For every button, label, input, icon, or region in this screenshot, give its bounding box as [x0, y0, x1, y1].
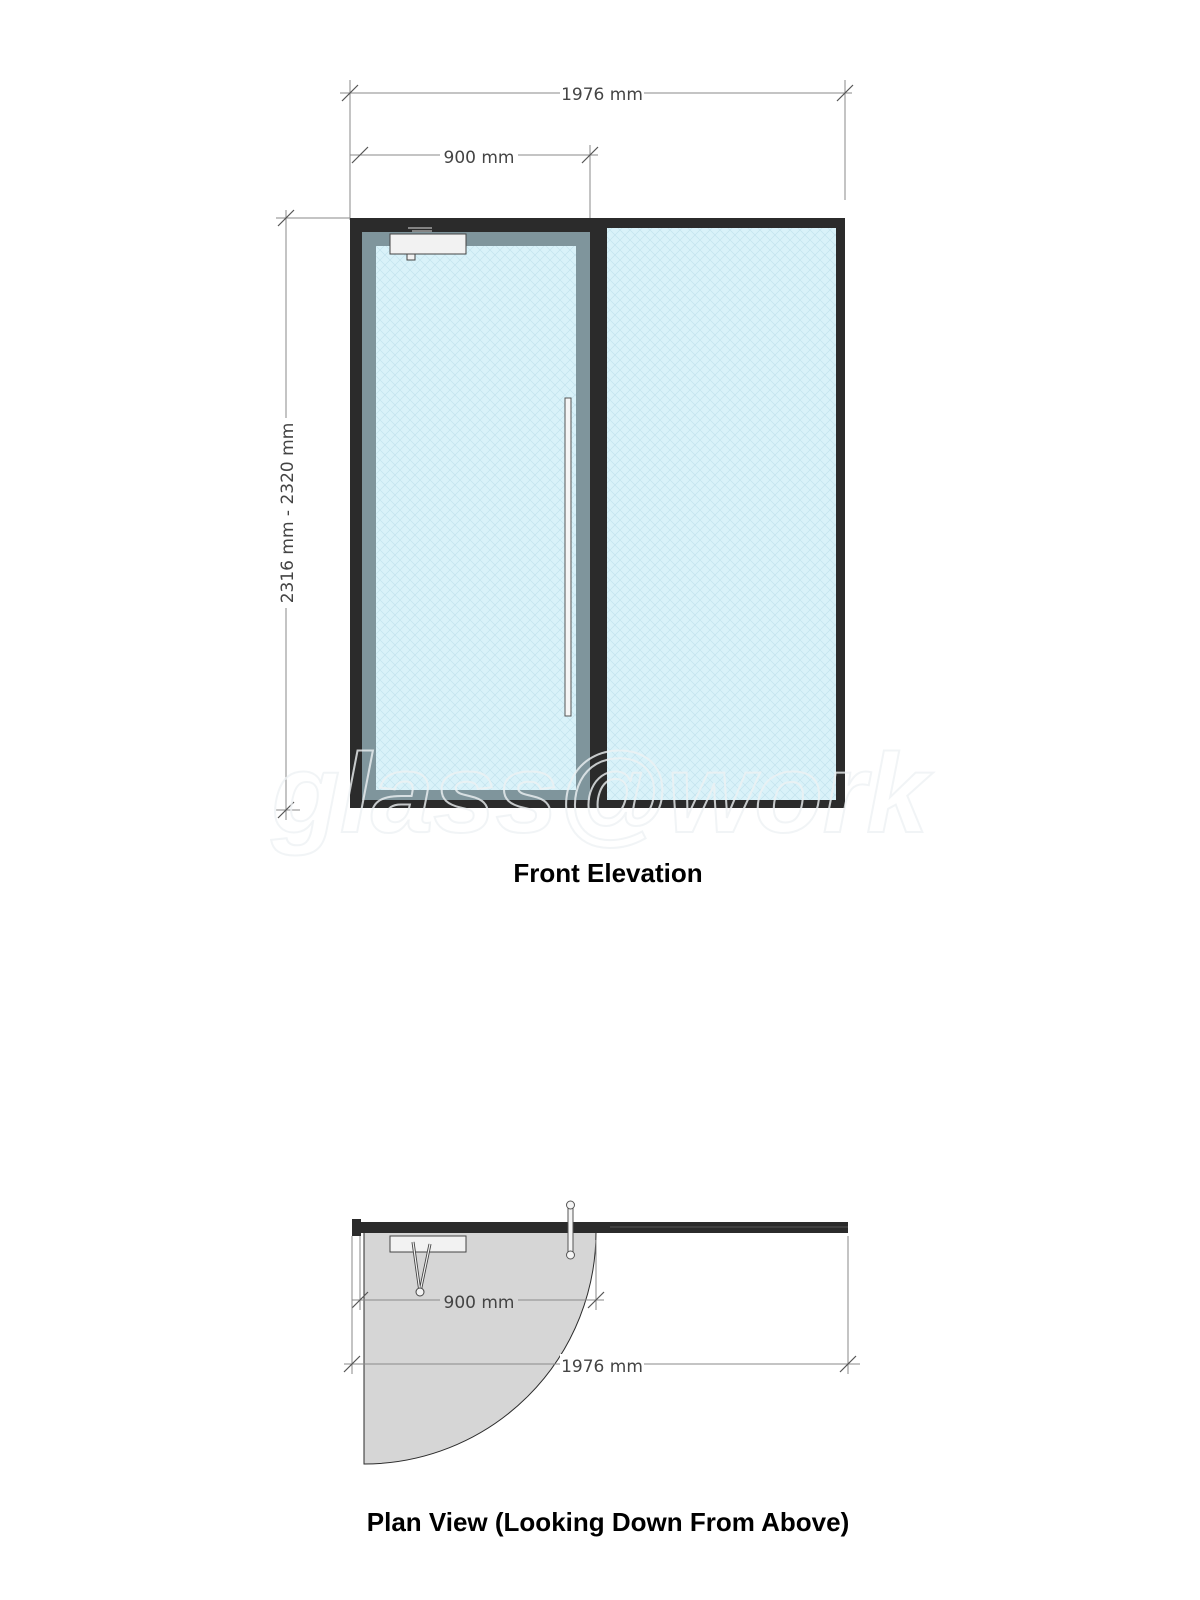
front-elevation — [270, 80, 933, 888]
door-width-label: 900 mm — [443, 148, 515, 168]
height-label: 2316 mm - 2320 mm — [278, 422, 298, 604]
door-width-dimension — [350, 145, 598, 220]
overall-width-dimension — [340, 80, 853, 220]
pull-handle — [565, 398, 571, 716]
plan-door-width-label: 900 mm — [443, 1293, 515, 1313]
plan-view — [344, 1201, 860, 1537]
side-panel-glass — [607, 228, 836, 800]
plan-end-cap — [352, 1219, 361, 1236]
door-swing-area — [364, 1232, 596, 1464]
plan-overall-width-label: 1976 mm — [561, 1357, 643, 1377]
overall-width-label: 1976 mm — [561, 85, 643, 105]
front-elevation-caption: Front Elevation — [513, 858, 703, 888]
watermark: glass@work — [271, 731, 929, 856]
door-glass — [376, 246, 576, 790]
height-dimension — [276, 210, 350, 820]
plan-view-caption: Plan View (Looking Down From Above) — [366, 1507, 850, 1537]
plan-pull-handle — [567, 1201, 575, 1259]
